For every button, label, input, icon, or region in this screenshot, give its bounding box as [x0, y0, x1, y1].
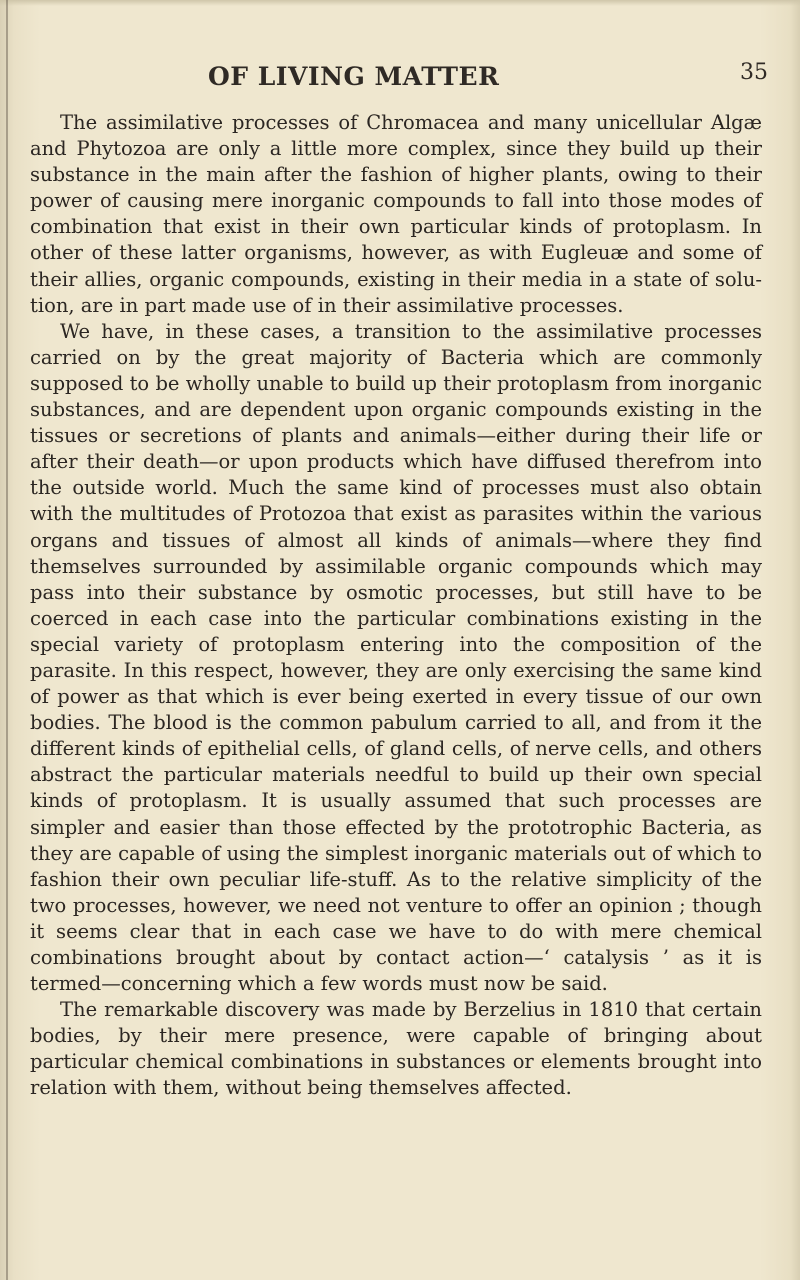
binding-gutter [6, 0, 8, 1280]
paragraph-3: The remarkable discovery was made by Berzelius in 1810 that certain bodies, by their mere presence, were capable of bringing about particular chemical combinations in substances or elements brought into relation with them, without being themselves affected. [30, 998, 762, 1100]
page-number: 35 [740, 60, 768, 85]
body-text [30, 110, 762, 1102]
page-top-edge [0, 0, 800, 6]
running-header [0, 60, 800, 96]
running-title: OF LIVING MATTER [208, 62, 500, 91]
paragraph-2: We have, in these cases, a transition to the assimilative processes carried on by the great majority of Bacteria which are commonly supposed to be wholly unable to build up their protoplasm from inorganic substances, and are dependent upon organic compounds existing in the tissues or secretions of plants and animals—either during their life or after their death—or upon products which have diffused therefrom into the outside world. Much the same kind of processes must also obtain with the multitudes of Protozoa that exist as parasites within the various organs and tissues of almost all kinds of animals—where they find themselves surrounded by assimilable organic compounds which may pass into their substance by osmotic processes, but still have to be coerced in each case into the particular combinations existing in the special variety of protoplasm entering into the composition of the parasite. In this respect, however, they are only exercising the same kind of power as that which is ever being exerted in every tissue of our own bodies. The blood is the common pabulum carried to all, and from it the different kinds of epithelial cells, of gland cells, of nerve cells, and others abstract the particular materials needful to build up their own special kinds of protoplasm. It is usually assumed that such processes are simpler and easier than those effected by the prototrophic Bacteria, as they are capable of using the simplest inorganic materials out of which to fashion their own peculiar life-stuff. As to the relative simplicity of the two processes, however, we need not venture to offer an opinion ; though it seems clear that in each case we have to do with mere chemical combinations brought about by contact action—‘ catalysis ’ as it is termed—concerning which a few words must now be said. [30, 319, 762, 996]
paragraph-1: The assimilative processes of Chromacea and many unicellular Algæ and Phytozoa are only a little more complex, since they build up their substance in the main after the fashion of higher plants, owing to their power of causing mere inorganic compounds to fall into those modes of combination that exist in their own particular kinds of protoplasm. In other of these latter organisms, however, as with Eugleuæ and some of their allies, organic compounds, existing in their media in a state of solution, are in part made use of in their assimilative processes. [30, 111, 762, 317]
